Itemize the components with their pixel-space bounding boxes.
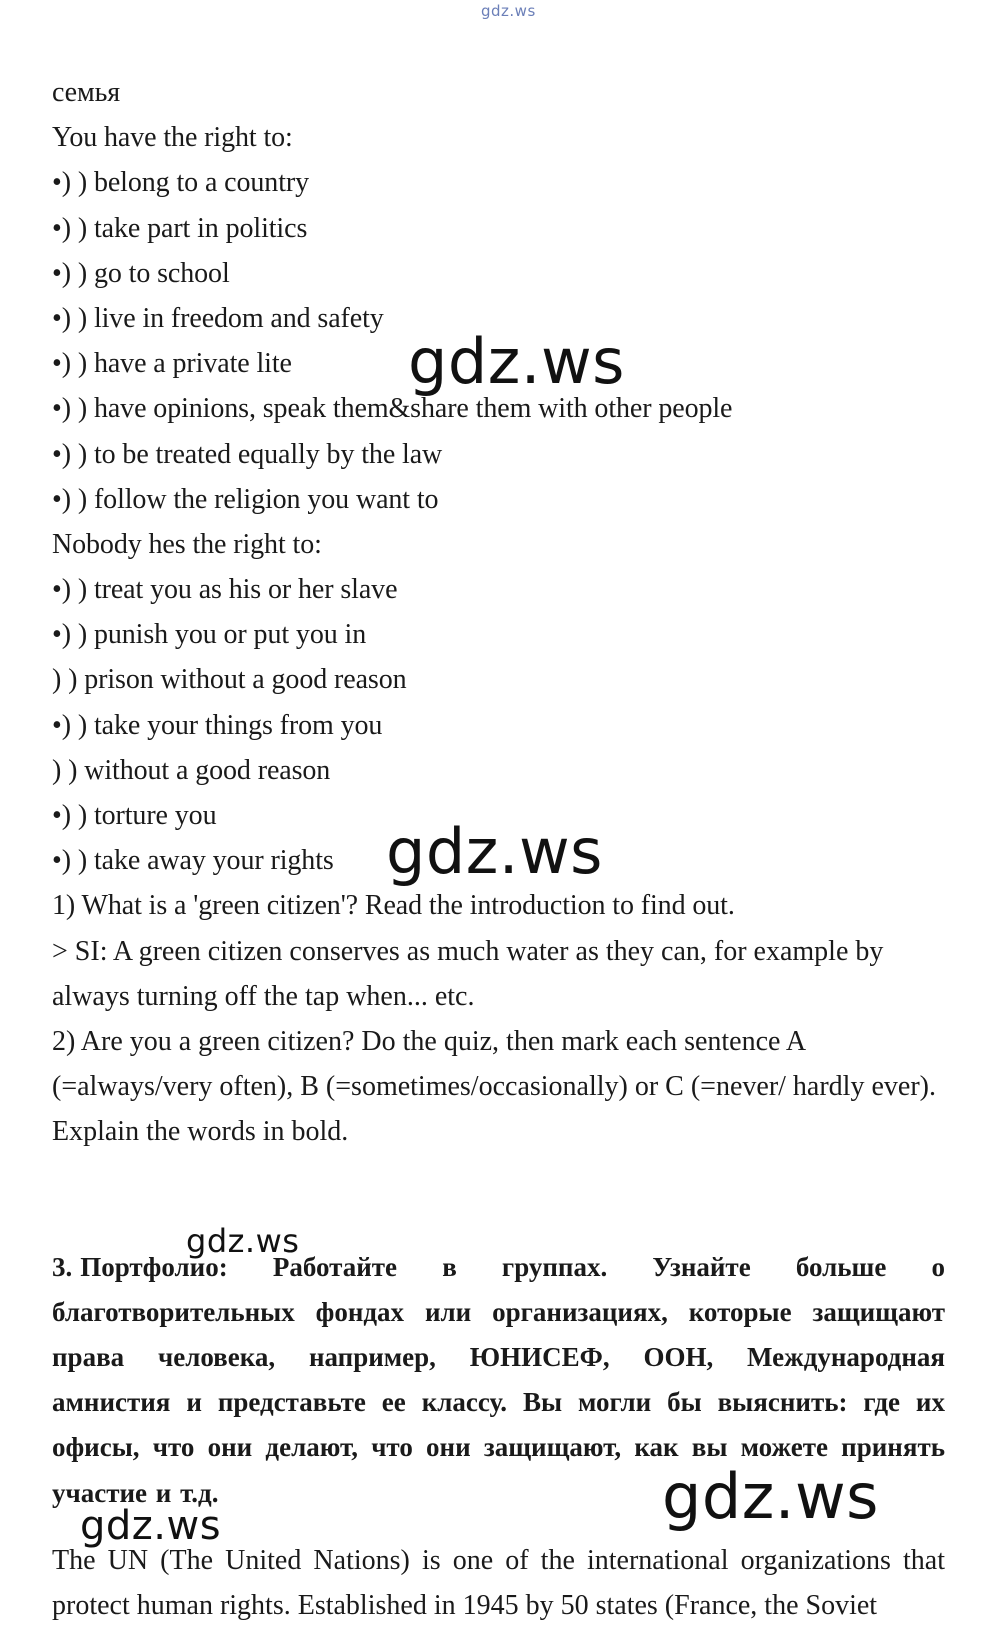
list-item: •) ) take your things from you [52, 709, 383, 741]
watermark: gdz.ws [186, 1222, 300, 1260]
list-item: •) ) torture you [52, 800, 217, 831]
answer-paragraph: The UN (The United Nations) is one of the international organizations that protect human rights. Established in 1945 by 50 states (France, the Soviet [52, 1544, 945, 1621]
list-item: •) ) treat you as his or her slave [52, 574, 398, 606]
text-line: семья [52, 77, 121, 108]
text-line: You have the right to: [52, 122, 293, 154]
task-text: Портфолио: Работайте в группах. Узнайте больше о благотворительных фондах или организациях, которые защищают права человека, например, ЮНИСЕФ, ООН, Международная амнистия и представьте ее классу. Вы могли бы выяснить: где их офисы, что они делают, что они защищают, как вы можете принять участие и т.д. [52, 1251, 945, 1508]
watermark-top: gdz.ws [481, 2, 536, 20]
list-item: •) ) have a private lite [52, 348, 292, 380]
question-1: 1) What is a 'green citizen'? Read the introduction to find out. [52, 890, 735, 922]
list-item: •) ) have opinions, speak them&share them with other people [52, 393, 733, 425]
text-line: Nobody hes the right to: [52, 528, 322, 560]
list-item: •) ) punish you or put you in [52, 619, 367, 651]
watermark: gdz.ws [408, 325, 625, 398]
watermark: gdz.ws [80, 1503, 222, 1549]
list-item: ) ) prison without a good reason [52, 664, 407, 696]
list-item: •) ) belong to a country [52, 167, 309, 199]
watermark: gdz.ws [386, 815, 603, 888]
list-item: ) ) without a good reason [52, 754, 331, 786]
list-item: •) ) to be treated equally by the law [52, 438, 443, 470]
answer-1: > SI: A green citizen conserves as much water as they can, for example by always turning off the tap when... etc. [52, 935, 884, 1012]
list-item: •) ) live in freedom and safety [52, 302, 384, 334]
list-item: •) ) take part in politics [52, 212, 308, 244]
list-item: •) ) follow the religion you want to [52, 483, 439, 515]
watermark: gdz.ws [662, 1460, 879, 1533]
task-number: 3. [52, 1251, 73, 1282]
question-2: 2) Are you a green citizen? Do the quiz, then mark each sentence A (=always/very often), B (=sometimes/occasionally) or C (=never/ hardly ever). Explain the words in bold. [52, 1025, 936, 1148]
list-item: •) ) take away your rights [52, 845, 334, 877]
list-item: •) ) go to school [52, 257, 230, 289]
